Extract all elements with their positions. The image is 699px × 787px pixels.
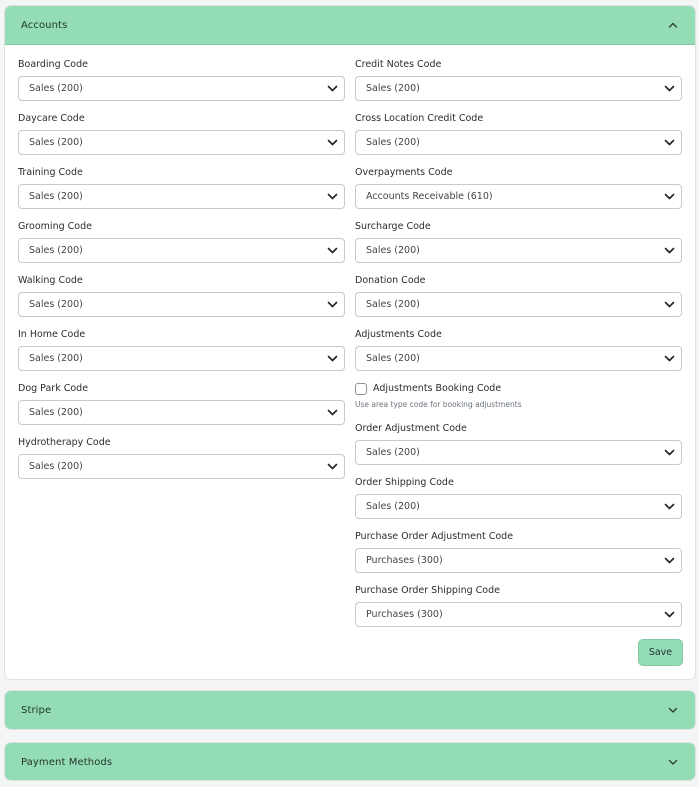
- donation-code-select[interactable]: [355, 292, 682, 317]
- chevron-down-icon: [664, 246, 675, 255]
- order-adjustment-code-select[interactable]: [355, 440, 682, 465]
- adjustments-booking-label[interactable]: Adjustments Booking Code: [373, 383, 502, 394]
- hydrotherapy-code-value: Sales (200): [29, 461, 83, 472]
- order-shipping-code-field: [355, 476, 454, 512]
- credit-notes-code-value: Sales (200): [366, 83, 420, 94]
- chevron-down-icon: [664, 138, 675, 147]
- training-code-value: Sales (200): [29, 191, 83, 202]
- walking-code-value: Sales (200): [29, 299, 83, 310]
- donation-code-value: Sales (200): [366, 299, 420, 310]
- accounts-panel: [4, 5, 696, 680]
- walking-code-select[interactable]: [18, 292, 345, 317]
- walking-code-label: Walking Code: [18, 275, 83, 286]
- credit-notes-code-label: Credit Notes Code: [355, 59, 442, 70]
- surcharge-code-label: Surcharge Code: [355, 221, 431, 232]
- save-button[interactable]: Save: [638, 639, 683, 666]
- grooming-code-value: Sales (200): [29, 245, 83, 256]
- adjustments-code-label: Adjustments Code: [355, 329, 442, 340]
- adjustments-code-field: [355, 328, 442, 364]
- chevron-down-icon: [327, 84, 338, 93]
- adjustments-booking-checkbox[interactable]: [355, 383, 367, 395]
- chevron-down-icon: [664, 502, 675, 511]
- stripe-header[interactable]: [5, 691, 695, 729]
- grooming-code-field: [18, 220, 92, 256]
- daycare-code-field: [18, 112, 85, 148]
- in-home-code-value: Sales (200): [29, 353, 83, 364]
- order-adjustment-code-label: Order Adjustment Code: [355, 423, 467, 434]
- training-code-label: Training Code: [18, 167, 83, 178]
- grooming-code-label: Grooming Code: [18, 221, 92, 232]
- overpayments-code-field: [355, 166, 493, 202]
- overpayments-code-select[interactable]: [355, 184, 682, 209]
- chevron-down-icon: [664, 354, 675, 363]
- daycare-code-label: Daycare Code: [18, 113, 85, 124]
- order-shipping-code-label: Order Shipping Code: [355, 477, 454, 488]
- overpayments-code-value: Accounts Receivable (610): [366, 191, 493, 202]
- dog-park-code-label: Dog Park Code: [18, 383, 89, 394]
- adjustments-booking-helper: Use area type code for booking adjustments: [355, 400, 522, 409]
- training-code-field: [18, 166, 83, 202]
- boarding-code-value: Sales (200): [29, 83, 83, 94]
- overpayments-code-label: Overpayments Code: [355, 167, 453, 178]
- cross-location-credit-code-label: Cross Location Credit Code: [355, 113, 484, 124]
- purchase-order-adjustment-code-label: Purchase Order Adjustment Code: [355, 531, 514, 542]
- chevron-down-icon: [664, 84, 675, 93]
- surcharge-code-value: Sales (200): [366, 245, 420, 256]
- cross-location-credit-code-field: [355, 112, 484, 148]
- payment-methods-panel: [4, 742, 696, 781]
- credit-notes-code-select[interactable]: [355, 76, 682, 101]
- chevron-up-icon: [667, 19, 679, 31]
- stripe-panel: [4, 690, 696, 730]
- walking-code-field: [18, 274, 83, 310]
- surcharge-code-field: [355, 220, 431, 256]
- chevron-down-icon: [664, 448, 675, 457]
- adjustments-code-select[interactable]: [355, 346, 682, 371]
- chevron-down-icon: [664, 556, 675, 565]
- cross-location-credit-code-select[interactable]: [355, 130, 682, 155]
- purchase-order-shipping-code-label: Purchase Order Shipping Code: [355, 585, 500, 596]
- chevron-down-icon: [664, 610, 675, 619]
- training-code-select[interactable]: [18, 184, 345, 209]
- surcharge-code-select[interactable]: [355, 238, 682, 263]
- cross-location-credit-code-value: Sales (200): [366, 137, 420, 148]
- hydrotherapy-code-field: [18, 436, 111, 472]
- order-shipping-code-value: Sales (200): [366, 501, 420, 512]
- adjustments-code-value: Sales (200): [366, 353, 420, 364]
- chevron-down-icon: [667, 704, 679, 716]
- daycare-code-select[interactable]: [18, 130, 345, 155]
- dog-park-code-value: Sales (200): [29, 407, 83, 418]
- adjustments-booking-row: [355, 382, 522, 396]
- hydrotherapy-code-label: Hydrotherapy Code: [18, 437, 111, 448]
- in-home-code-label: In Home Code: [18, 329, 86, 340]
- chevron-down-icon: [667, 756, 679, 768]
- credit-notes-code-field: [355, 58, 442, 94]
- in-home-code-select[interactable]: [18, 346, 345, 371]
- purchase-order-shipping-code-field: [355, 584, 500, 620]
- purchase-order-shipping-code-select[interactable]: [355, 602, 682, 627]
- purchase-order-adjustment-code-select[interactable]: [355, 548, 682, 573]
- chevron-down-icon: [327, 354, 338, 363]
- chevron-down-icon: [327, 192, 338, 201]
- daycare-code-value: Sales (200): [29, 137, 83, 148]
- dog-park-code-select[interactable]: [18, 400, 345, 425]
- hydrotherapy-code-select[interactable]: [18, 454, 345, 479]
- boarding-code-label: Boarding Code: [18, 59, 88, 70]
- chevron-down-icon: [664, 192, 675, 201]
- grooming-code-select[interactable]: [18, 238, 345, 263]
- chevron-down-icon: [327, 300, 338, 309]
- adjustments-booking-field: [355, 382, 522, 409]
- donation-code-label: Donation Code: [355, 275, 426, 286]
- boarding-code-select[interactable]: [18, 76, 345, 101]
- dog-park-code-field: [18, 382, 89, 418]
- order-adjustment-code-field: [355, 422, 467, 458]
- donation-code-field: [355, 274, 426, 310]
- chevron-down-icon: [327, 138, 338, 147]
- chevron-down-icon: [327, 246, 338, 255]
- accounts-header[interactable]: [5, 6, 695, 45]
- chevron-down-icon: [327, 462, 338, 471]
- payment-methods-title: Payment Methods: [21, 756, 113, 768]
- boarding-code-field: [18, 58, 88, 94]
- payment-methods-header[interactable]: [5, 743, 695, 781]
- purchase-order-shipping-code-value: Purchases (300): [366, 609, 443, 620]
- purchase-order-adjustment-code-value: Purchases (300): [366, 555, 443, 566]
- order-adjustment-code-value: Sales (200): [366, 447, 420, 458]
- in-home-code-field: [18, 328, 86, 364]
- accounts-title: Accounts: [21, 19, 68, 31]
- order-shipping-code-select[interactable]: [355, 494, 682, 519]
- purchase-order-adjustment-code-field: [355, 530, 514, 566]
- stripe-title: Stripe: [21, 704, 52, 716]
- chevron-down-icon: [327, 408, 338, 417]
- chevron-down-icon: [664, 300, 675, 309]
